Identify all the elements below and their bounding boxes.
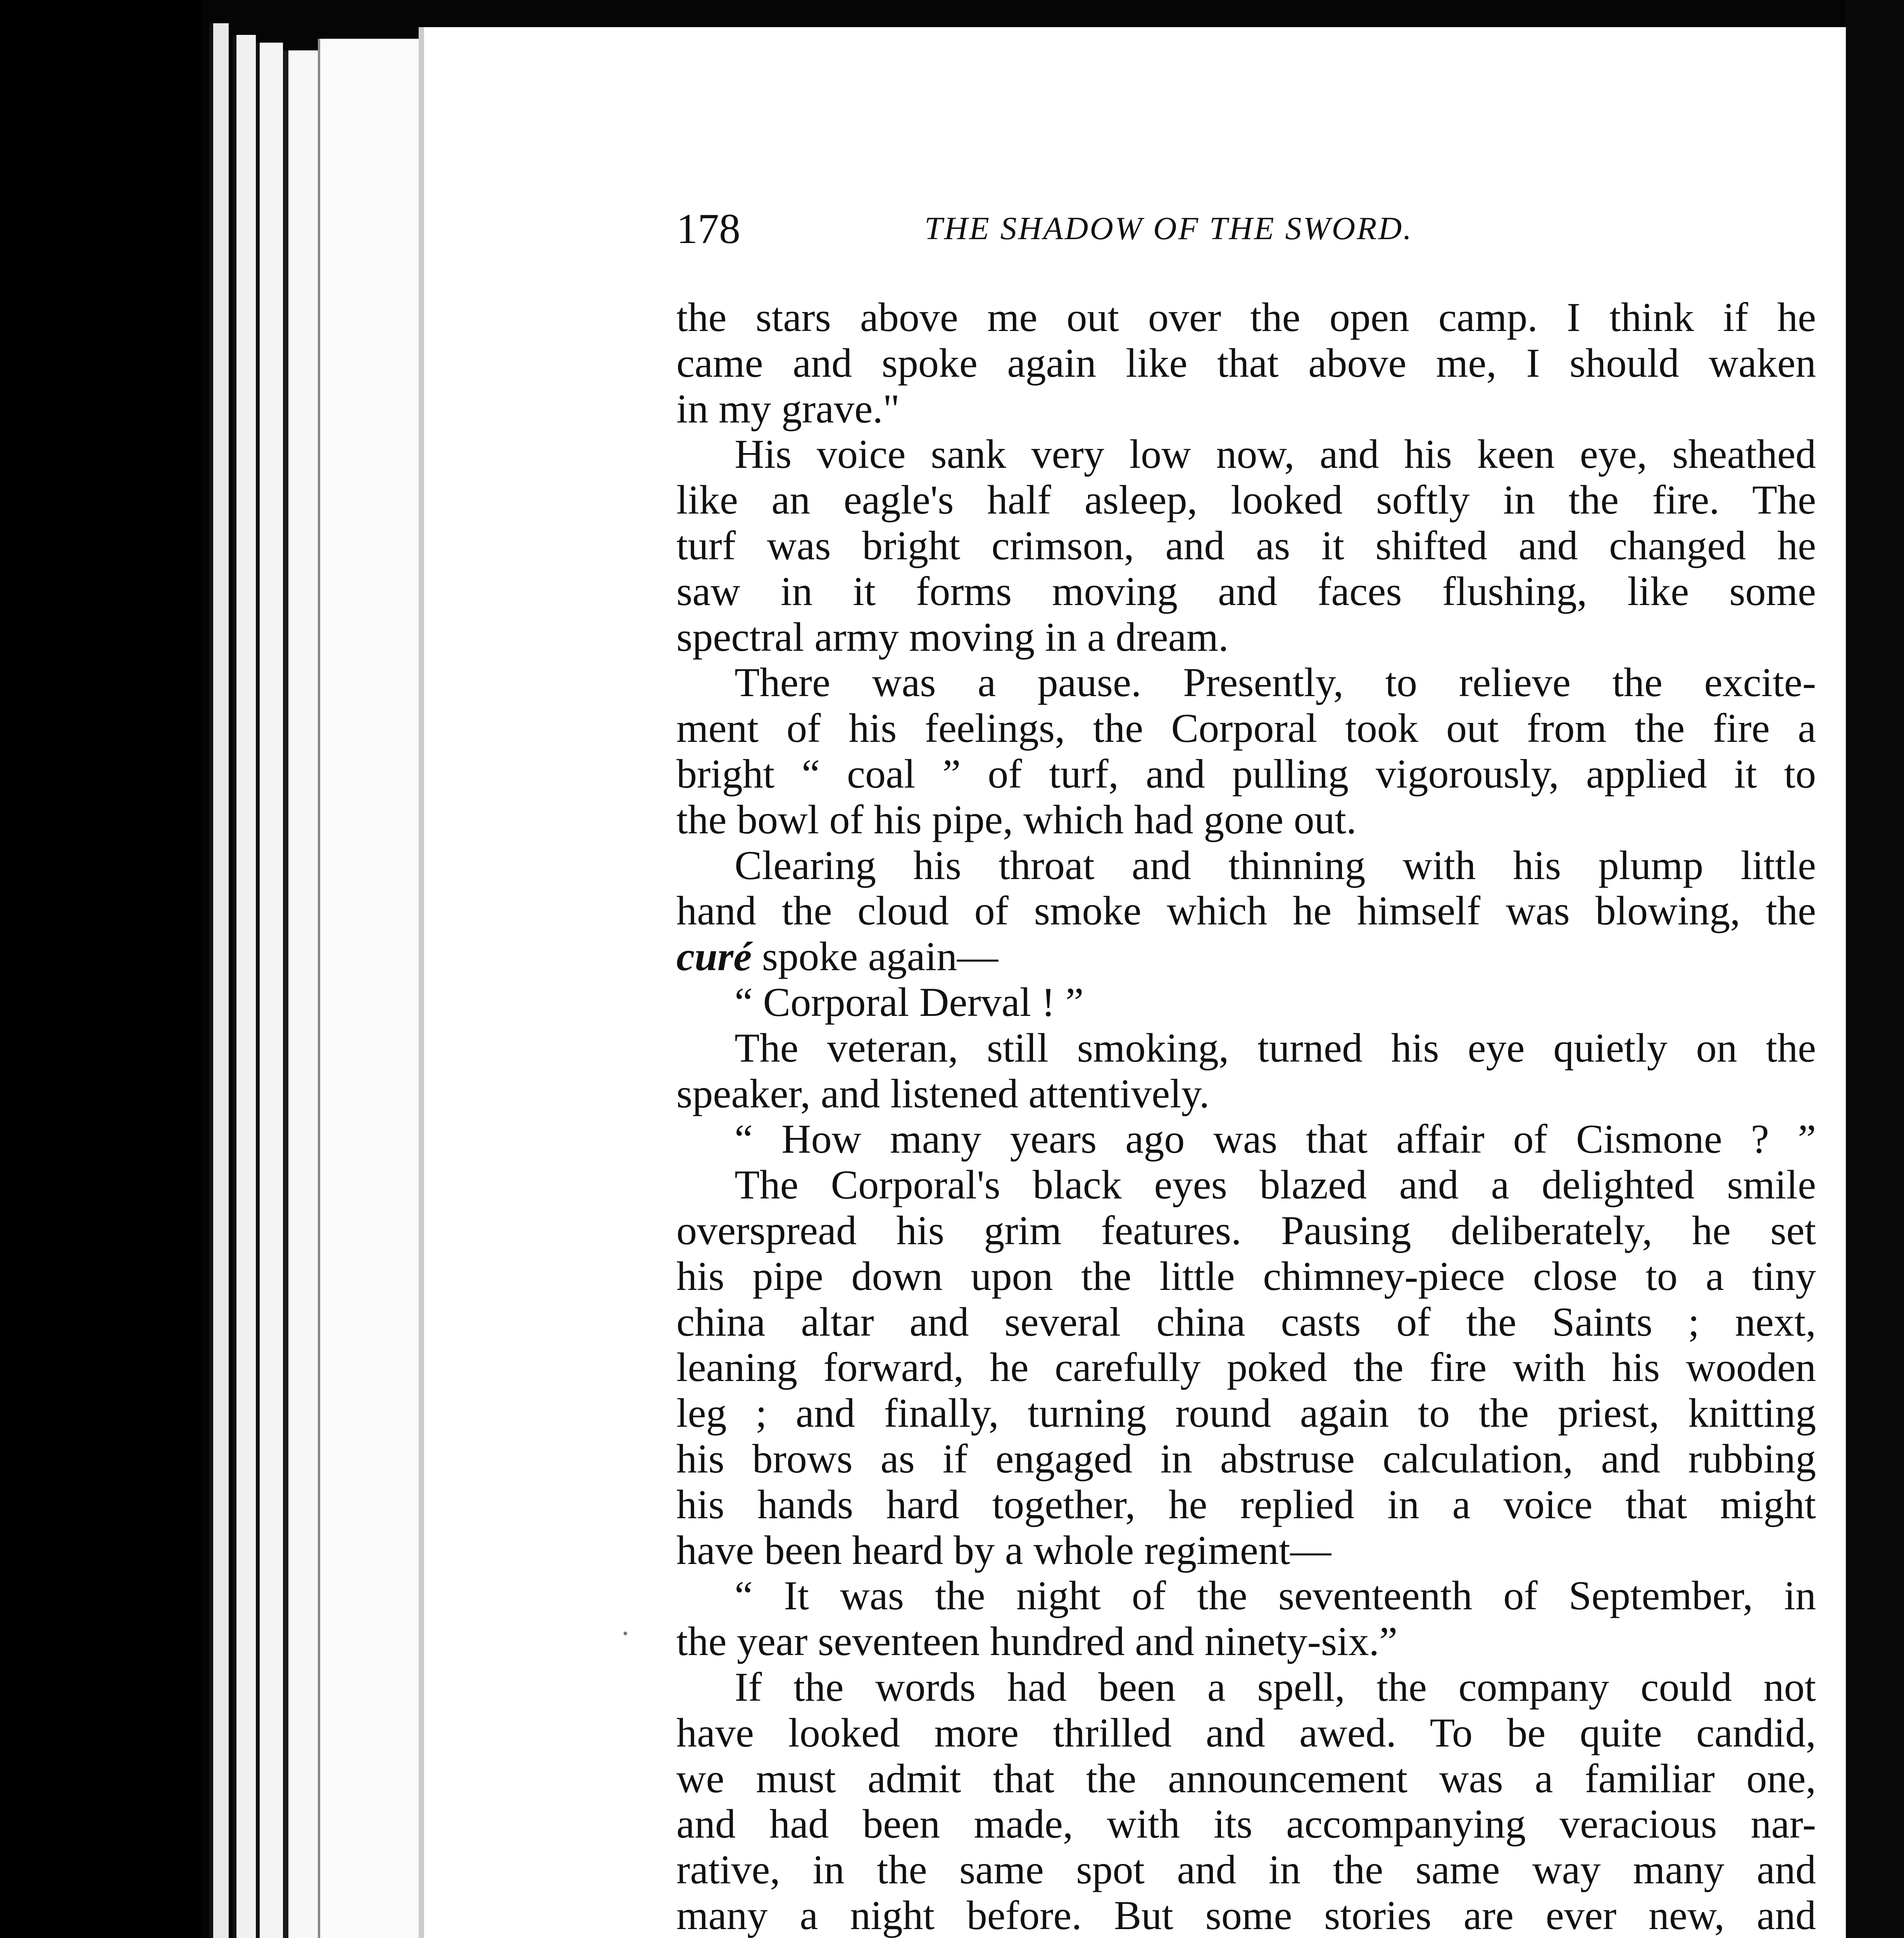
text-line: hand the cloud of smoke which he himself was blowing, the (676, 888, 1816, 934)
page-edge (283, 50, 319, 1938)
text-line: came and spoke again like that above me, I should waken (676, 340, 1816, 386)
text-line: turf was bright crimson, and as it shifted and changed he (676, 522, 1816, 568)
running-head (676, 202, 1583, 256)
text-line: the stars above me out over the open camp. I think if he (676, 295, 1816, 340)
text-line (676, 934, 1816, 979)
text-line: The Corporal's black eyes blazed and a delighted smile (735, 1162, 1816, 1208)
text-line: There was a pause. Presently, to relieve the excite- (735, 660, 1816, 705)
text-line: the year seventeen hundred and ninety-six.” (676, 1619, 1398, 1664)
page-edge (233, 35, 256, 1938)
text-line: have looked more thrilled and awed. To be quite candid, (676, 1710, 1816, 1755)
text-line: his hands hard together, he replied in a voice that might (676, 1481, 1816, 1527)
text-line: overspread his grim features. Pausing deliberately, he set (676, 1207, 1816, 1253)
page-edge (318, 39, 421, 1938)
line-text: spoke again— (752, 934, 999, 979)
right-shadow (1846, 0, 1904, 1938)
text-line: bright “ coal ” of turf, and pulling vigorously, applied it to (676, 751, 1816, 797)
text-line: and had been made, with its accompanying veracious nar- (676, 1801, 1816, 1847)
text-line: “ It was the night of the seventeenth of September, in (735, 1573, 1816, 1619)
text-line: “ How many years ago was that affair of Cismone ? ” (735, 1116, 1816, 1162)
text-line: like an eagle's half asleep, looked softly in the fire. The (676, 477, 1816, 523)
text-line: spectral army moving in a dream. (676, 614, 1229, 660)
text-line: If the words had been a spell, the company could not (735, 1664, 1816, 1710)
italic-word: curé (676, 934, 752, 979)
text-line: speaker, and listened attentively. (676, 1071, 1210, 1116)
text-line: His voice sank very low now, and his keen eye, sheathed (735, 431, 1816, 477)
text-line: ment of his feelings, the Corporal took out from the fire a (676, 705, 1816, 751)
text-line: his brows as if engaged in abstruse calculation, and rubbing (676, 1436, 1816, 1481)
page-edge (256, 43, 283, 1938)
margin-mark: · (620, 1617, 631, 1651)
body-text (676, 295, 1816, 1938)
page-number: 178 (676, 205, 740, 252)
text-line: the bowl of his pipe, which had gone out. (676, 797, 1357, 842)
text-line: china altar and several china casts of the Saints ; next, (676, 1299, 1816, 1345)
text-line: his pipe down upon the little chimney-piece close to a tiny (676, 1253, 1816, 1299)
text-line: “ Corporal Derval ! ” (735, 979, 1084, 1025)
text-line: many a night before. But some stories are ever new, and (676, 1892, 1816, 1938)
text-line: rative, in the same spot and in the same way many and (676, 1847, 1816, 1893)
text-line: we must admit that the announcement was a familiar one, (676, 1755, 1816, 1801)
dark-gutter (0, 0, 202, 1938)
running-head-title: THE SHADOW OF THE SWORD. (924, 210, 1413, 247)
text-line: in my grave." (676, 386, 900, 431)
text-line: have been heard by a whole regiment— (676, 1527, 1331, 1573)
text-line: saw in it forms moving and faces flushing, like some (676, 568, 1816, 614)
text-line: The veteran, still smoking, turned his eye quietly on the (735, 1025, 1816, 1071)
text-line: leg ; and finally, turning round again to the priest, knitting (676, 1390, 1816, 1436)
text-line: leaning forward, he carefully poked the fire with his wooden (676, 1345, 1816, 1390)
page-edge (209, 23, 229, 1938)
text-line: Clearing his throat and thinning with his plump little (735, 842, 1816, 888)
